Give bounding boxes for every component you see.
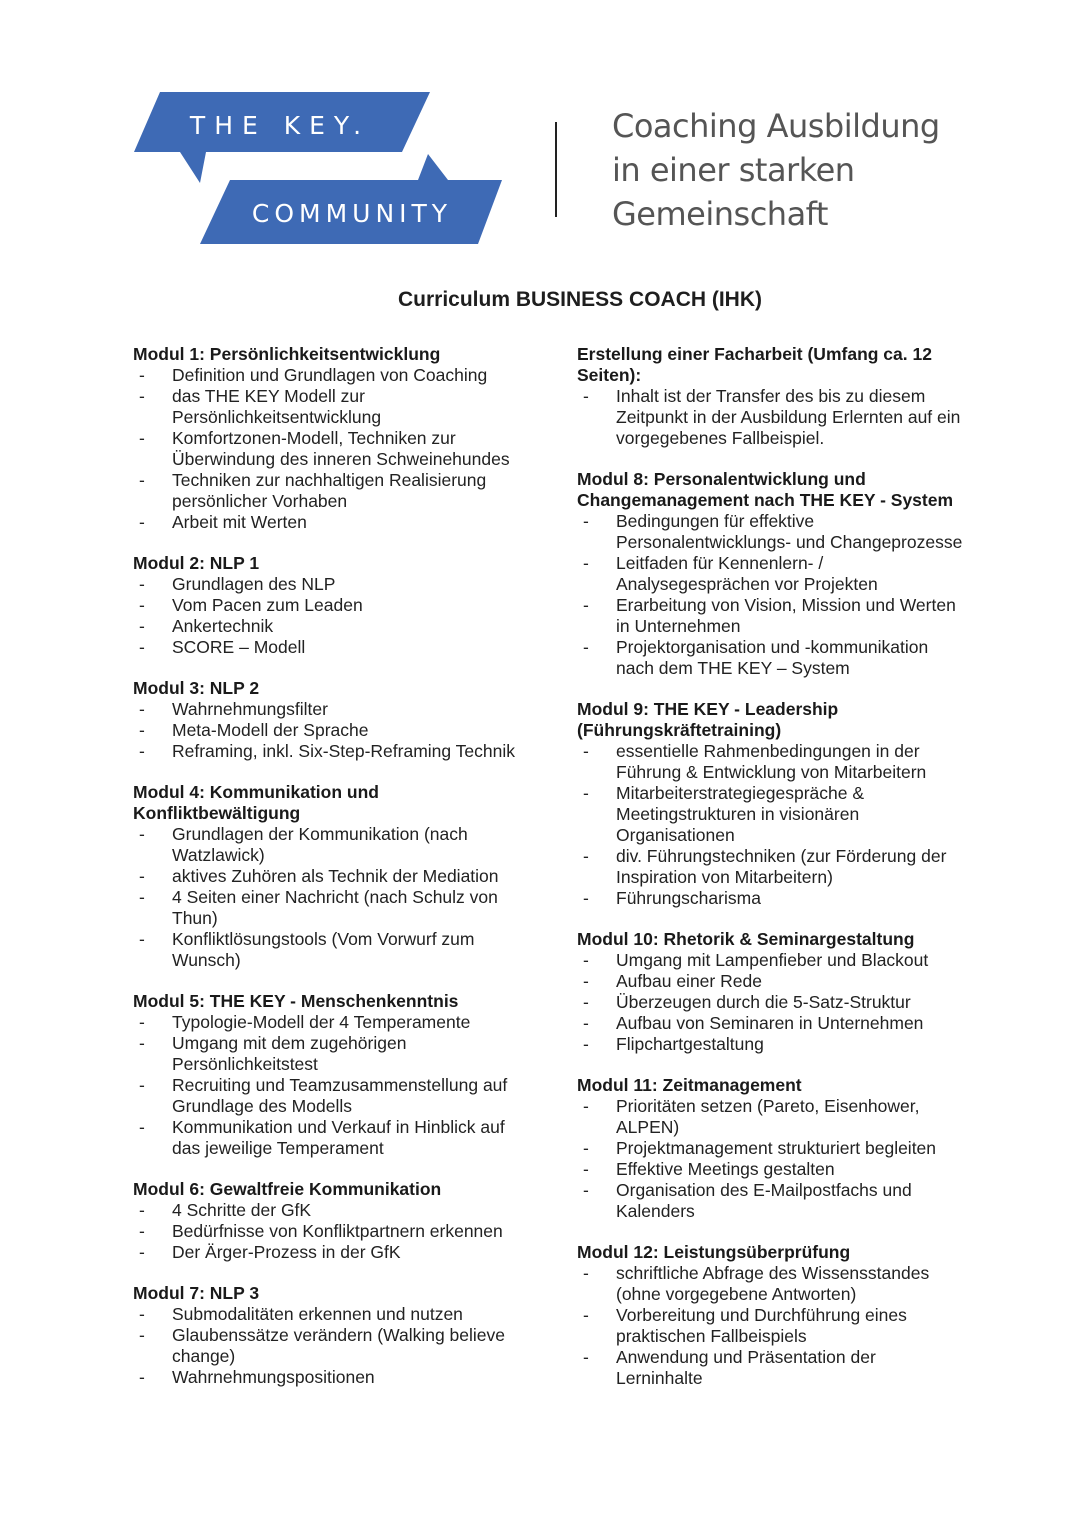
list-item bbox=[577, 846, 967, 888]
list-item-text: Bedingungen für effektive Personalentwicklungs- und Changeprozesse bbox=[616, 511, 963, 552]
bullet-dash: - bbox=[583, 1159, 589, 1179]
list-item-text: Typologie-Modell der 4 Temperamente bbox=[172, 1012, 471, 1032]
list-item-text: 4 Seiten einer Nachricht (nach Schulz von Thun) bbox=[172, 887, 498, 928]
bullet-dash: - bbox=[139, 1325, 145, 1345]
list-item bbox=[133, 866, 533, 887]
bullet-dash: - bbox=[583, 846, 589, 866]
bullet-dash: - bbox=[139, 637, 145, 657]
bullet-dash: - bbox=[583, 1138, 589, 1158]
module-items bbox=[577, 1096, 967, 1222]
list-item-text: 4 Schritte der GfK bbox=[172, 1200, 312, 1220]
module-title: Erstellung einer Facharbeit (Umfang ca. 12 Seiten): bbox=[577, 344, 932, 385]
page-title: Curriculum BUSINESS COACH (IHK) bbox=[397, 288, 763, 311]
module-title: Modul 1: Persönlichkeitsentwicklung bbox=[133, 344, 441, 364]
module-items bbox=[133, 1012, 533, 1159]
bullet-dash: - bbox=[583, 386, 589, 406]
right-column bbox=[577, 344, 967, 1409]
bullet-dash: - bbox=[139, 866, 145, 886]
logo-speech-bubbles bbox=[130, 88, 510, 253]
bullet-dash: - bbox=[139, 365, 145, 385]
list-item bbox=[133, 574, 533, 595]
bullet-dash: - bbox=[583, 595, 589, 615]
module-section bbox=[577, 469, 967, 679]
module-section bbox=[577, 929, 967, 1055]
module-title: Modul 2: NLP 1 bbox=[133, 553, 260, 573]
module-section bbox=[133, 553, 533, 658]
list-item bbox=[577, 553, 967, 595]
bullet-dash: - bbox=[139, 741, 145, 761]
module-items bbox=[133, 1200, 533, 1263]
list-item-text: Der Ärger-Prozess in der GfK bbox=[172, 1242, 401, 1262]
bullet-dash: - bbox=[583, 1034, 589, 1054]
list-item bbox=[133, 1012, 533, 1033]
list-item-text: Grundlagen der Kommunikation (nach Watzlawick) bbox=[172, 824, 468, 865]
module-items bbox=[133, 365, 533, 533]
module-items bbox=[133, 699, 533, 762]
list-item-text: das THE KEY Modell zur Persönlichkeitsentwicklung bbox=[172, 386, 382, 427]
list-item bbox=[577, 511, 967, 553]
list-item bbox=[133, 1200, 533, 1221]
bullet-dash: - bbox=[139, 1200, 145, 1220]
logo bbox=[130, 88, 510, 253]
list-item-text: Wahrnehmungspositionen bbox=[172, 1367, 375, 1387]
bullet-dash: - bbox=[583, 1180, 589, 1200]
list-item bbox=[577, 1034, 967, 1055]
list-item-text: Grundlagen des NLP bbox=[172, 574, 336, 594]
list-item-text: Umgang mit Lampenfieber und Blackout bbox=[616, 950, 929, 970]
bullet-dash: - bbox=[139, 1304, 145, 1324]
list-item bbox=[133, 1117, 533, 1159]
bullet-dash: - bbox=[139, 699, 145, 719]
bullet-dash: - bbox=[583, 741, 589, 761]
logo-bottom-text: COMMUNITY bbox=[251, 199, 453, 228]
list-item bbox=[577, 637, 967, 679]
module-title: Modul 10: Rhetorik & Seminargestaltung bbox=[577, 929, 915, 949]
tagline-line-2: in einer starken bbox=[612, 151, 855, 189]
bullet-dash: - bbox=[583, 971, 589, 991]
list-item-text: Mitarbeiterstrategiegespräche & Meetingstrukturen in visionären Organisationen bbox=[616, 783, 865, 845]
bullet-dash: - bbox=[139, 1242, 145, 1262]
list-item-text: Führungscharisma bbox=[616, 888, 761, 908]
list-item bbox=[133, 1075, 533, 1117]
list-item bbox=[577, 741, 967, 783]
list-item bbox=[577, 888, 967, 909]
module-title: Modul 4: Kommunikation und Konfliktbewältigung bbox=[133, 782, 379, 823]
module-section bbox=[577, 699, 967, 909]
module-section bbox=[133, 1283, 533, 1388]
bullet-dash: - bbox=[139, 720, 145, 740]
bullet-dash: - bbox=[139, 386, 145, 406]
list-item bbox=[577, 1096, 967, 1138]
list-item bbox=[577, 783, 967, 846]
module-title: Modul 6: Gewaltfreie Kommunikation bbox=[133, 1179, 442, 1199]
bullet-dash: - bbox=[139, 1012, 145, 1032]
bullet-dash: - bbox=[583, 637, 589, 657]
module-items bbox=[577, 950, 967, 1055]
list-item-text: Flipchartgestaltung bbox=[616, 1034, 764, 1054]
module-section bbox=[133, 991, 533, 1159]
list-item bbox=[577, 1013, 967, 1034]
list-item-text: Erarbeitung von Vision, Mission und Werten in Unternehmen bbox=[616, 595, 956, 636]
list-item bbox=[133, 512, 533, 533]
bullet-dash: - bbox=[139, 1075, 145, 1095]
list-item-text: Recruiting und Teamzusammenstellung auf Grundlage des Modells bbox=[172, 1075, 508, 1116]
module-section bbox=[133, 782, 533, 971]
header-divider bbox=[555, 122, 557, 217]
list-item-text: SCORE – Modell bbox=[172, 637, 306, 657]
module-items bbox=[577, 386, 967, 449]
list-item-text: Aufbau einer Rede bbox=[616, 971, 762, 991]
list-item bbox=[577, 1305, 967, 1347]
list-item-text: Definition und Grundlagen von Coaching bbox=[172, 365, 488, 385]
list-item-text: Meta-Modell der Sprache bbox=[172, 720, 369, 740]
list-item bbox=[133, 720, 533, 741]
list-item bbox=[133, 1304, 533, 1325]
list-item bbox=[133, 699, 533, 720]
list-item-text: Konfliktlösungstools (Vom Vorwurf zum Wunsch) bbox=[172, 929, 475, 970]
module-title: Modul 3: NLP 2 bbox=[133, 678, 260, 698]
list-item bbox=[133, 595, 533, 616]
bullet-dash: - bbox=[583, 1347, 589, 1367]
list-item bbox=[577, 1159, 967, 1180]
list-item bbox=[133, 386, 533, 428]
list-item-text: aktives Zuhören als Technik der Mediation bbox=[172, 866, 499, 886]
module-title: Modul 7: NLP 3 bbox=[133, 1283, 260, 1303]
list-item-text: Vorbereitung und Durchführung eines praktischen Fallbeispiels bbox=[616, 1305, 907, 1346]
list-item-text: Effektive Meetings gestalten bbox=[616, 1159, 835, 1179]
module-title: Modul 11: Zeitmanagement bbox=[577, 1075, 802, 1095]
list-item-text: Inhalt ist der Transfer des bis zu diesem Zeitpunkt in der Ausbildung Erlernten auf ein vorgegebenes Fallbeispiel. bbox=[616, 386, 961, 448]
list-item bbox=[133, 1325, 533, 1367]
list-item-text: schriftliche Abfrage des Wissensstandes (ohne vorgegebene Antworten) bbox=[616, 1263, 930, 1304]
list-item bbox=[577, 971, 967, 992]
logo-top-text: THE KEY. bbox=[189, 111, 371, 140]
module-items bbox=[133, 1304, 533, 1388]
module-section bbox=[577, 1242, 967, 1389]
module-section bbox=[577, 344, 967, 449]
bullet-dash: - bbox=[583, 1305, 589, 1325]
list-item-text: Bedürfnisse von Konfliktpartnern erkennen bbox=[172, 1221, 503, 1241]
module-title: Modul 8: Personalentwicklung und Changemanagement nach THE KEY - System bbox=[577, 469, 954, 510]
list-item-text: Wahrnehmungsfilter bbox=[172, 699, 328, 719]
list-item bbox=[133, 1221, 533, 1242]
list-item bbox=[577, 1263, 967, 1305]
list-item bbox=[577, 950, 967, 971]
module-items bbox=[577, 511, 967, 679]
bullet-dash: - bbox=[583, 511, 589, 531]
list-item bbox=[133, 365, 533, 386]
module-title: Modul 5: THE KEY - Menschenkenntnis bbox=[133, 991, 459, 1011]
list-item bbox=[133, 428, 533, 470]
list-item bbox=[133, 637, 533, 658]
left-column bbox=[133, 344, 533, 1408]
module-items bbox=[577, 1263, 967, 1389]
tagline bbox=[612, 104, 940, 236]
list-item-text: Leitfaden für Kennenlern- / Analysegesprächen vor Projekten bbox=[616, 553, 878, 594]
bullet-dash: - bbox=[583, 992, 589, 1012]
list-item-text: Reframing, inkl. Six-Step-Reframing Technik bbox=[172, 741, 516, 761]
bullet-dash: - bbox=[139, 1033, 145, 1053]
bullet-dash: - bbox=[139, 595, 145, 615]
bullet-dash: - bbox=[583, 783, 589, 803]
list-item-text: Arbeit mit Werten bbox=[172, 512, 307, 532]
list-item-text: Umgang mit dem zugehörigen Persönlichkeitstest bbox=[172, 1033, 407, 1074]
bullet-dash: - bbox=[139, 824, 145, 844]
tagline-line-1: Coaching Ausbildung bbox=[612, 107, 940, 145]
bullet-dash: - bbox=[139, 1367, 145, 1387]
list-item bbox=[577, 386, 967, 449]
list-item bbox=[577, 1347, 967, 1389]
list-item-text: div. Führungstechniken (zur Förderung der Inspiration von Mitarbeitern) bbox=[616, 846, 947, 887]
bullet-dash: - bbox=[583, 950, 589, 970]
list-item bbox=[133, 824, 533, 866]
list-item bbox=[133, 887, 533, 929]
list-item-text: Organisation des E-Mailpostfachs und Kalenders bbox=[616, 1180, 912, 1221]
bullet-dash: - bbox=[139, 616, 145, 636]
module-items bbox=[577, 741, 967, 909]
list-item bbox=[577, 1180, 967, 1222]
bullet-dash: - bbox=[139, 512, 145, 532]
list-item-text: essentielle Rahmenbedingungen in der Führung & Entwicklung von Mitarbeitern bbox=[616, 741, 927, 782]
bullet-dash: - bbox=[139, 887, 145, 907]
list-item bbox=[133, 741, 533, 762]
list-item bbox=[577, 1138, 967, 1159]
list-item-text: Glaubenssätze verändern (Walking believe change) bbox=[172, 1325, 506, 1366]
bullet-dash: - bbox=[139, 470, 145, 490]
list-item bbox=[133, 470, 533, 512]
list-item-text: Prioritäten setzen (Pareto, Eisenhower, ALPEN) bbox=[616, 1096, 920, 1137]
module-section bbox=[577, 1075, 967, 1222]
list-item bbox=[577, 992, 967, 1013]
bullet-dash: - bbox=[139, 428, 145, 448]
module-title: Modul 12: Leistungsüberprüfung bbox=[577, 1242, 851, 1262]
list-item-text: Techniken zur nachhaltigen Realisierung persönlicher Vorhaben bbox=[172, 470, 487, 511]
list-item bbox=[133, 1367, 533, 1388]
list-item-text: Projektorganisation und -kommunikation nach dem THE KEY – System bbox=[616, 637, 929, 678]
bullet-dash: - bbox=[583, 1263, 589, 1283]
bullet-dash: - bbox=[139, 929, 145, 949]
bullet-dash: - bbox=[139, 1117, 145, 1137]
list-item-text: Kommunikation und Verkauf in Hinblick auf das jeweilige Temperament bbox=[172, 1117, 505, 1158]
bullet-dash: - bbox=[583, 1013, 589, 1033]
list-item bbox=[133, 929, 533, 971]
bullet-dash: - bbox=[139, 1221, 145, 1241]
list-item-text: Komfortzonen-Modell, Techniken zur Überwindung des inneren Schweinehundes bbox=[172, 428, 510, 469]
bullet-dash: - bbox=[583, 888, 589, 908]
list-item-text: Vom Pacen zum Leaden bbox=[172, 595, 363, 615]
list-item bbox=[133, 1033, 533, 1075]
list-item-text: Submodalitäten erkennen und nutzen bbox=[172, 1304, 463, 1324]
list-item-text: Projektmanagement strukturiert begleiten bbox=[616, 1138, 937, 1158]
module-section bbox=[133, 1179, 533, 1263]
bullet-dash: - bbox=[583, 553, 589, 573]
list-item bbox=[133, 616, 533, 637]
list-item-text: Aufbau von Seminaren in Unternehmen bbox=[616, 1013, 924, 1033]
bullet-dash: - bbox=[139, 574, 145, 594]
module-title: Modul 9: THE KEY - Leadership (Führungskräftetraining) bbox=[577, 699, 839, 740]
list-item-text: Anwendung und Präsentation der Lerninhalte bbox=[616, 1347, 876, 1388]
module-items bbox=[133, 824, 533, 971]
bullet-dash: - bbox=[583, 1096, 589, 1116]
list-item bbox=[133, 1242, 533, 1263]
tagline-line-3: Gemeinschaft bbox=[612, 195, 828, 233]
list-item bbox=[577, 595, 967, 637]
list-item-text: Ankertechnik bbox=[172, 616, 274, 636]
module-items bbox=[133, 574, 533, 658]
module-section bbox=[133, 344, 533, 533]
module-section bbox=[133, 678, 533, 762]
list-item-text: Überzeugen durch die 5-Satz-Struktur bbox=[616, 992, 911, 1012]
